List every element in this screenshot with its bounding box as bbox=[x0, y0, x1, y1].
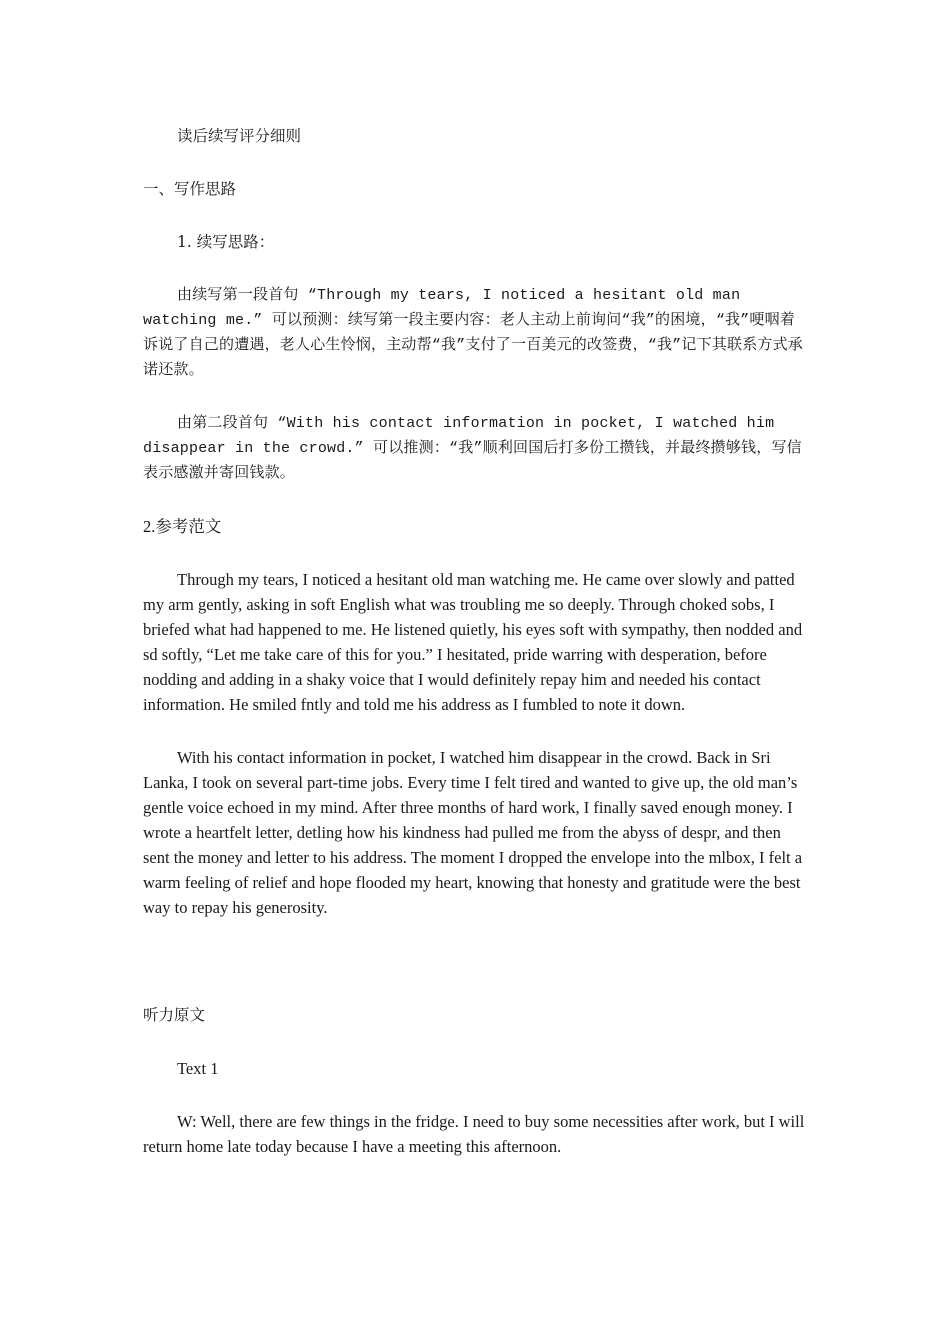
paragraph-essay-1: Through my tears, I noticed a hesitant old man watching me. He came over slowly and patted my arm gently, asking in soft English what was troubling me so deeply. Through choked sobs, I briefed what had happened to me. He listened quietly, his eyes soft with sympathy, then nodded and sd softly, “Let me take care of this for you.” I hesitated, pride warring with desperation, before nodding and adding in a shaky voice that I would definitely repay him and needed his contact information. He smiled fntly and told me his address as I fumbled to note it down. bbox=[143, 570, 803, 714]
section-heading-listening-transcript: 听力原文 bbox=[143, 1006, 206, 1024]
section-heading-writing-ideas: 一、写作思路 bbox=[143, 180, 237, 198]
document-body bbox=[143, 124, 808, 1159]
paragraph-continuation-idea-1: 由续写第一段首句 “Through my tears, I noticed a hesitant old man watching me.” 可以预测：续写第一段主要内容：老人主动上前询问“我”的困境，“我”哽咽着诉说了自己的遭遇，老人心生怜悯，主动帮“我”支付了一百美元的改签费，“我”记下其联系方式承诺还款。 bbox=[143, 287, 804, 379]
document-title: 读后续写评分细则 bbox=[177, 127, 302, 145]
text-label: Text 1 bbox=[177, 1059, 219, 1078]
paragraph-continuation-idea-2: 由第二段首句 “With his contact information in pocket, I watched him disappear in the crowd.” 可以推测：“我”顺利回国后打多份工攒钱，并最终攒够钱，写信表示感激并寄回钱款。 bbox=[143, 415, 802, 482]
dialogue-line-w: W: Well, there are few things in the fridge. I need to buy some necessities after work, but I will return home late today because I have a meeting this afternoon. bbox=[143, 1112, 805, 1156]
subheading-reference-essay: 2.参考范文 bbox=[143, 517, 222, 536]
paragraph-essay-2: With his contact information in pocket, I watched him disappear in the crowd. Back in Sri Lanka, I took on several part-time jobs. Every time I felt tired and wanted to give up, the old man’s gentle voice echoed in my mind. After three months of hard work, I finally saved enough money. I wrote a heartfelt letter, detling how his kindness had pulled me from the abyss of despr, and then sent the money and letter to his address. The moment I dropped the envelope into the mlbox, I felt a warm feeling of relief and hope flooded my heart, knowing that honesty and gratitude were the best way to repay his generosity. bbox=[143, 748, 803, 917]
subheading-continuation-ideas: 1. 续写思路： bbox=[177, 233, 275, 251]
